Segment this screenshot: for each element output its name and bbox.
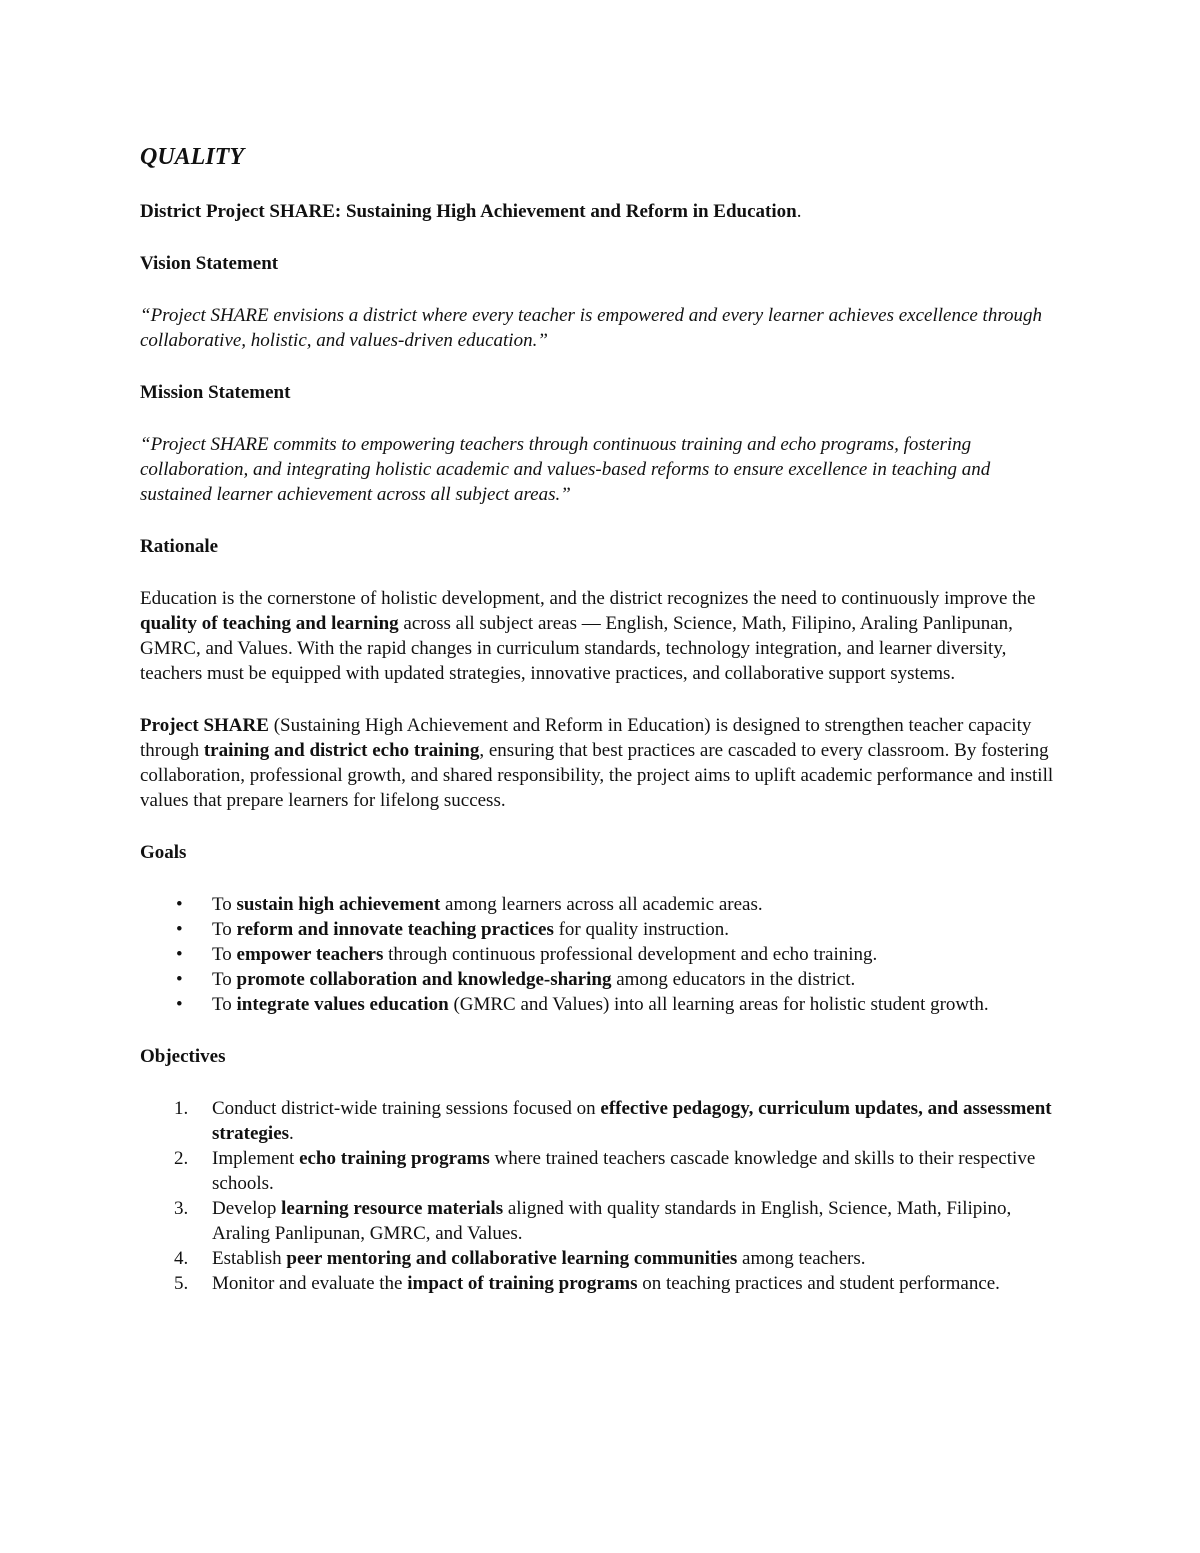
item-number: 2.: [174, 1148, 189, 1169]
goals-heading: Goals: [140, 842, 187, 863]
mission-heading: Mission Statement: [140, 382, 291, 403]
rationale-p1-text-c: across all subject areas — English, Science, Math, Filipino, Araling Panlipunan, GMRC, and Values. With the rapid changes in curriculum standards, technology integration, and learner diversity, teachers must be equipped with updated strategies, innovative practices, and collaborative support systems.: [140, 613, 1013, 684]
rationale-p2-text-d: , ensuring that best practices are cascaded to every classroom. By fostering collaboration, professional growth, and shared responsibility, the project aims to uplift academic performance and instill values that prepare learners for lifelong success.: [140, 740, 1054, 811]
item-number: 1.: [174, 1098, 189, 1119]
item-number: 4.: [174, 1248, 189, 1269]
list-item: [140, 917, 1060, 942]
rationale-p1-bold: quality of teaching and learning: [140, 613, 399, 634]
rationale-p2-text-b: (Sustaining High Achievement and Reform in Education) is designed to strengthen teacher capacity through: [140, 715, 1032, 761]
bullet-icon: •: [176, 994, 183, 1015]
objective-text: Conduct district-wide training sessions focused on: [212, 1098, 601, 1119]
goal-text: among learners across all academic areas.: [440, 894, 763, 915]
goal-text: (GMRC and Values) into all learning areas for holistic student growth.: [448, 994, 989, 1015]
item-number: 5.: [174, 1273, 189, 1294]
goal-text: To: [212, 894, 237, 915]
project-line-tail: .: [796, 201, 802, 222]
goal-text: for quality instruction.: [553, 919, 730, 940]
objective-text: on teaching practices and student performance.: [637, 1273, 1000, 1294]
goal-bold: sustain high achievement: [236, 894, 441, 915]
rationale-p2-bold-a: Project SHARE: [140, 715, 269, 736]
objective-text: where trained teachers cascade knowledge and skills to their respective schools.: [212, 1148, 1036, 1194]
document-title: QUALITY: [140, 144, 244, 170]
rationale-p1-text-a: Education is the cornerstone of holistic development, and the district recognizes the need to continuously improve the: [140, 588, 1036, 609]
goal-text: through continuous professional development and echo training.: [383, 944, 878, 965]
mission-statement: “Project SHARE commits to empowering teachers through continuous training and echo programs, fostering collaboration, and integrating holistic academic and values-based reforms to ensure excellence in teaching and sustained learner achievement across all subject areas.”: [140, 434, 991, 505]
goal-text: among educators in the district.: [611, 969, 856, 990]
objective-text: Monitor and evaluate the: [212, 1273, 408, 1294]
vision-heading: Vision Statement: [140, 253, 279, 274]
objective-text: Establish: [212, 1248, 287, 1269]
item-number: 3.: [174, 1198, 189, 1219]
list-item: [140, 892, 1060, 917]
vision-statement: “Project SHARE envisions a district where every teacher is empowered and every learner achieves excellence through collaborative, holistic, and values-driven education.”: [140, 305, 1043, 351]
document-page: [140, 140, 1060, 1296]
rationale-heading: Rationale: [140, 536, 219, 557]
objective-bold: impact of training programs: [407, 1273, 638, 1294]
objective-text: .: [289, 1123, 294, 1144]
list-item: [140, 992, 1060, 1017]
list-item: [140, 967, 1060, 992]
goal-text: To: [212, 994, 237, 1015]
objective-text: Implement: [212, 1148, 300, 1169]
objective-bold: peer mentoring and collaborative learning communities: [286, 1248, 738, 1269]
list-item: [140, 1146, 1060, 1196]
objective-text: among teachers.: [737, 1248, 866, 1269]
rationale-paragraph-1: [140, 586, 1060, 686]
objective-text: Develop: [212, 1198, 282, 1219]
project-name: District Project SHARE: Sustaining High Achievement and Reform in Education: [140, 201, 797, 222]
list-item: [140, 1246, 1060, 1271]
goal-bold: reform and innovate teaching practices: [236, 919, 554, 940]
bullet-icon: •: [176, 894, 183, 915]
objectives-list: [140, 1096, 1060, 1296]
bullet-icon: •: [176, 969, 183, 990]
rationale-paragraph-2: [140, 713, 1060, 813]
goal-bold: promote collaboration and knowledge-sharing: [236, 969, 612, 990]
bullet-icon: •: [176, 944, 183, 965]
goals-list: [140, 892, 1060, 1017]
bullet-icon: •: [176, 919, 183, 940]
goal-bold: integrate values education: [236, 994, 449, 1015]
list-item: [140, 1196, 1060, 1246]
goal-text: To: [212, 969, 237, 990]
rationale-p2-bold-c: training and district echo training: [203, 740, 480, 761]
project-line: [140, 199, 1060, 224]
goal-text: To: [212, 919, 237, 940]
objective-bold: echo training programs: [299, 1148, 490, 1169]
list-item: [140, 1096, 1060, 1146]
objective-text: aligned with quality standards in English, Science, Math, Filipino, Araling Panlipunan, GMRC, and Values.: [212, 1198, 1012, 1244]
goal-text: To: [212, 944, 237, 965]
objective-bold: effective pedagogy, curriculum updates, and assessment strategies: [212, 1098, 1052, 1144]
list-item: [140, 942, 1060, 967]
list-item: [140, 1271, 1060, 1296]
objective-bold: learning resource materials: [281, 1198, 504, 1219]
goal-bold: empower teachers: [236, 944, 384, 965]
objectives-heading: Objectives: [140, 1046, 226, 1067]
